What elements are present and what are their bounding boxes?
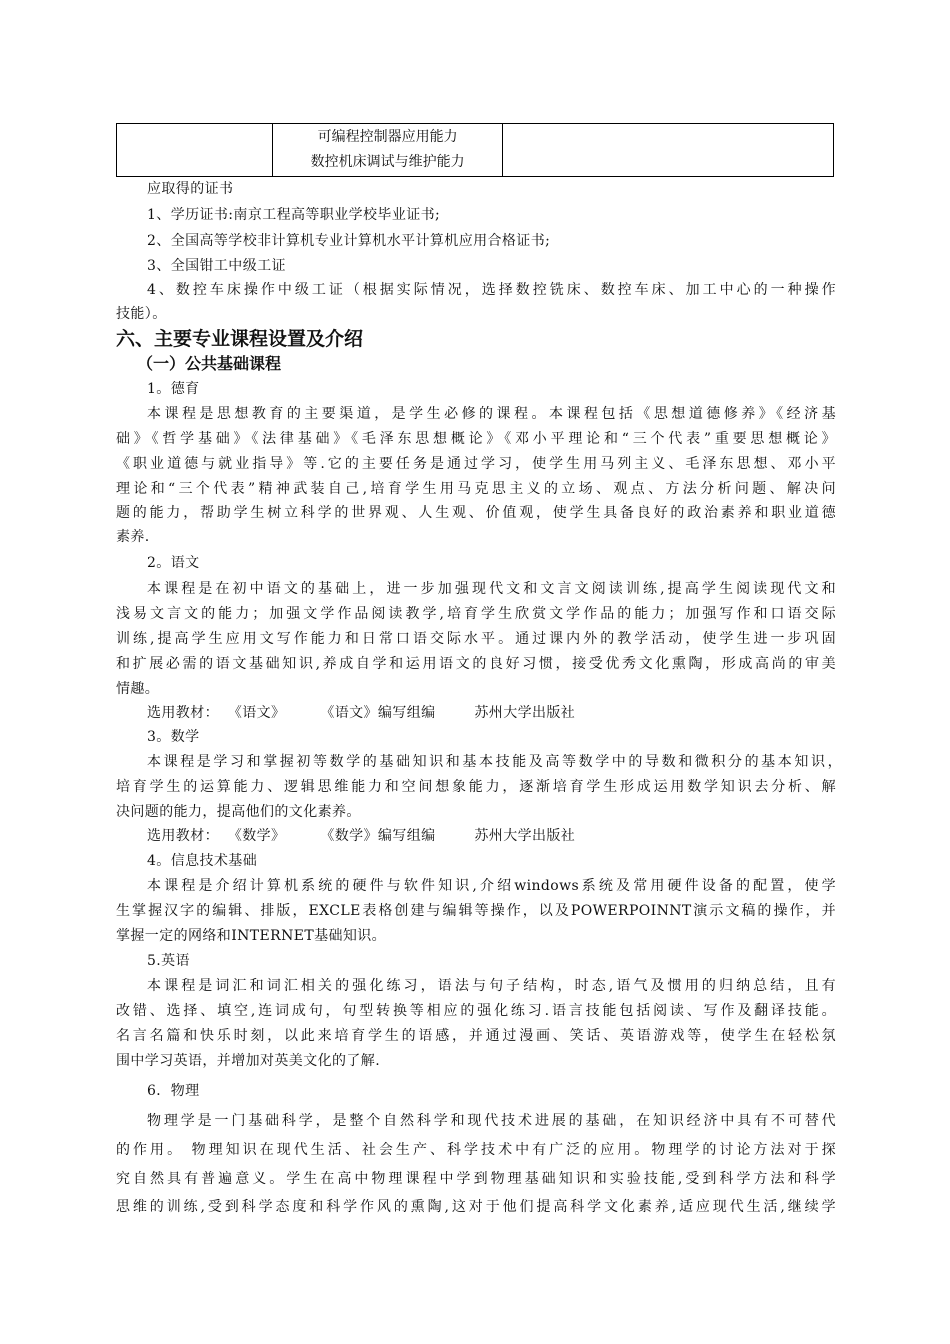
table-row — [117, 124, 834, 177]
course-text-line: 生掌握汉字的编辑、排版，EXCLE表格创建与编辑等操作，以及POWERPOINNT演示文稿的操作，并 — [116, 903, 836, 919]
certificate-item: 4、数控车床操作中级工证（根据实际情况，选择数控铣床、数控车床、加工中心的一种操作 — [147, 282, 836, 298]
textbook-publisher: 苏州大学出版社 — [474, 828, 576, 844]
course-text-line: 本课程是词汇和词汇相关的强化练习，语法与句子结构，时态,语气及惯用的归纳总结，且有 — [147, 978, 836, 994]
course-text-line: 情趣。 — [116, 681, 160, 697]
course-text-line: 究自然具有普遍意义。学生在高中物理课程中学到物理基础知识和实验技能,受到科学方法和科学 — [116, 1171, 836, 1187]
course-text-line: 浅易文言文的能力；加强文学作品阅读教学,培育学生欣赏文学作品的能力；加强写作和口语交际 — [116, 606, 836, 622]
course-heading: 6．物理 — [147, 1083, 200, 1099]
course-text-line: 素养. — [116, 529, 150, 545]
course-text-line: 物理学是一门基础科学，是整个自然科学和现代技术进展的基础，在知识经济中具有不可替代 — [147, 1113, 836, 1129]
course-text-line: 培育学生的运算能力、逻辑思维能力和空间想象能力，逐渐培育学生形成运用数学知识去分析、解 — [116, 779, 836, 795]
course-heading: 2。语文 — [147, 555, 200, 571]
table-cell-empty — [117, 124, 273, 177]
textbook-editor: 《语文》编写组编 — [320, 705, 436, 721]
course-text-line: 名言名篇和快乐时刻，以此来培育学生的语感，并通过漫画、笑话、英语游戏等，使学生在轻松氛 — [116, 1028, 836, 1044]
textbook-name: 《数学》 — [227, 828, 286, 844]
course-text-line: 掌握一定的网络和INTERNET基础知识。 — [116, 928, 387, 944]
course-text-line: 和扩展必需的语文基础知识,养成自学和运用语文的良好习惯，接受优秀文化熏陶，形成高尚的审美 — [116, 656, 836, 672]
course-heading: 4。信息技术基础 — [147, 853, 258, 869]
course-text-line: 改错、选择、填空,连词成句，句型转换等相应的强化练习.语言技能包括阅读、写作及翻译技能。 — [116, 1003, 836, 1019]
course-heading: 3。数学 — [147, 729, 200, 745]
textbook-line — [147, 700, 867, 726]
certificates-heading: 应取得的证书 — [147, 181, 234, 197]
certificate-item: 2、全国高等学校非计算机专业计算机水平计算机应用合格证书; — [147, 233, 551, 249]
certificate-item-cont: 技能）。 — [116, 306, 167, 322]
course-text-line: 本课程是思想教育的主要渠道，是学生必修的课程。本课程包括《思想道德修养》《经济基 — [147, 406, 836, 422]
course-text-line: 本课程是在初中语文的基础上，进一步加强现代文和文言文阅读训练,提高学生阅读现代文和 — [147, 581, 836, 597]
course-text-line: 础》《哲学基础》《法律基础》《毛泽东思想概论》《邓小平理论和“三个代表”重要思想概论》 — [116, 431, 836, 447]
course-text-line: 本课程是学习和掌握初等数学的基础知识和基本技能及高等数学中的导数和微积分的基本知识， — [147, 754, 842, 770]
textbook-label: 选用教材： — [147, 705, 219, 721]
section-title: 六、主要专业课程设置及介绍 — [116, 328, 364, 350]
ability-line: 可编程控制器应用能力 — [317, 129, 458, 145]
subsection-title: （一）公共基础课程 — [137, 354, 282, 373]
table-cell-empty — [503, 124, 834, 177]
course-text-line: 理论和“三个代表”精神武装自己,培育学生用马克思主义的立场、观点、方法分析问题、解决问 — [116, 481, 836, 497]
textbook-editor: 《数学》编写组编 — [320, 828, 436, 844]
course-text-line: 的作用。 物理知识在现代生活、社会生产、科学技术中有广泛的应用。物理学的讨论方法对于探 — [116, 1142, 836, 1158]
course-heading: 5.英语 — [147, 953, 190, 969]
course-text-line: 思维的训练,受到科学态度和科学作风的熏陶,这对于他们提高科学文化素养,适应现代生活,继续学 — [116, 1199, 836, 1215]
textbook-line — [147, 823, 867, 849]
course-text-line: 《职业道德与就业指导》等.它的主要任务是通过学习，使学生用马列主义、毛泽东思想、邓小平 — [116, 456, 836, 472]
course-text-line: 本课程是介绍计算机系统的硬件与软件知识,介绍windows系统及常用硬件设备的配置，使学 — [147, 878, 836, 894]
textbook-name: 《语文》 — [227, 705, 286, 721]
ability-table — [116, 123, 834, 177]
course-text-line: 题的能力，帮助学生树立科学的世界观、人生观、价值观，使学生具备良好的政治素养和职业道德 — [116, 505, 836, 521]
course-text-line: 围中学习英语，并增加对英美文化的了解. — [116, 1053, 381, 1069]
certificate-item: 1、学历证书:南京工程高等职业学校毕业证书; — [147, 207, 441, 223]
course-text-line: 决问题的能力，提高他们的文化素养。 — [116, 804, 361, 820]
table-cell-abilities — [272, 124, 503, 177]
textbook-publisher: 苏州大学出版社 — [474, 705, 576, 721]
course-text-line: 训练,提高学生应用文写作能力和日常口语交际水平。通过课内外的教学活动，使学生进一步巩固 — [116, 631, 836, 647]
textbook-label: 选用教材： — [147, 828, 219, 844]
certificate-item: 3、全国钳工中级工证 — [147, 258, 286, 274]
ability-line: 数控机床调试与维护能力 — [310, 154, 465, 170]
course-heading: 1。德育 — [147, 381, 200, 397]
